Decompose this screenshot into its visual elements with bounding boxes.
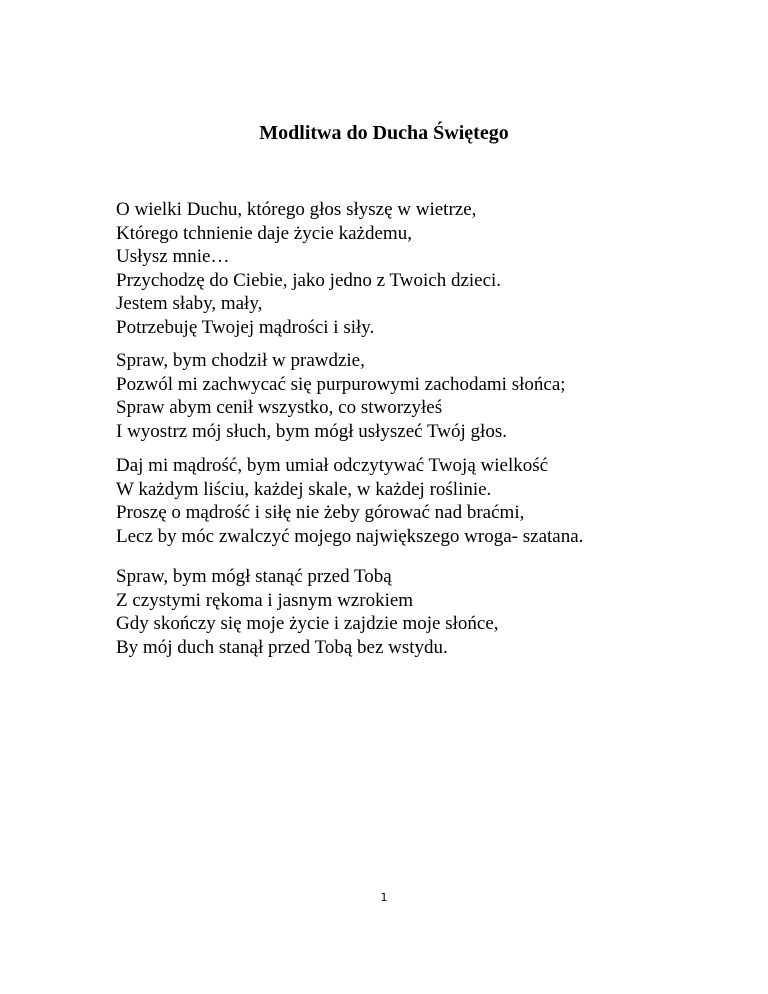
verse-line: Usłysz mnie… bbox=[116, 246, 230, 267]
page-number: 1 bbox=[380, 891, 388, 904]
stanza-3 bbox=[116, 454, 583, 548]
verse-line: Lecz by móc zwalczyć mojego największego wroga- szatana. bbox=[116, 525, 584, 547]
verse-line: Gdy skończy się moje życie i zajdzie moje słońce, bbox=[116, 613, 499, 634]
verse-line: O wielki Duchu, którego głos słyszę w wietrze, bbox=[116, 199, 477, 220]
verse-line: Proszę o mądrość i siłę nie żeby górować nad braćmi, bbox=[116, 502, 525, 523]
verse-line: Jestem słaby, mały, bbox=[116, 293, 263, 314]
verse-line: Przychodzę do Ciebie, jako jedno z Twoich dzieci. bbox=[116, 269, 502, 291]
verse-line: Daj mi mądrość, bym umiał odczytywać Twoją wielkość bbox=[116, 455, 549, 476]
verse-line: Z czystymi rękoma i jasnym wzrokiem bbox=[116, 589, 414, 611]
verse-line: I wyostrz mój słuch, bym mógł usłyszeć Twój głos. bbox=[116, 420, 507, 442]
verse-line: Spraw, bym chodził w prawdzie, bbox=[116, 350, 365, 371]
stanza-4 bbox=[116, 565, 499, 659]
verse-line: Spraw abym cenił wszystko, co stworzyłeś bbox=[116, 397, 443, 418]
page-title: Modlitwa do Ducha Świętego bbox=[259, 122, 509, 144]
verse-line: By mój duch stanął przed Tobą bez wstydu. bbox=[116, 636, 448, 658]
verse-line: Którego tchnienie daje życie każdemu, bbox=[116, 222, 412, 244]
verse-line: Potrzebuję Twojej mądrości i siły. bbox=[116, 316, 375, 338]
verse-line: Pozwól mi zachwycać się purpurowymi zachodami słońca; bbox=[116, 373, 566, 395]
stanza-2 bbox=[116, 349, 566, 443]
stanza-1 bbox=[116, 198, 501, 339]
verse-line: W każdym liściu, każdej skale, w każdej roślinie. bbox=[116, 478, 492, 500]
verse-line: Spraw, bym mógł stanąć przed Tobą bbox=[116, 566, 392, 587]
